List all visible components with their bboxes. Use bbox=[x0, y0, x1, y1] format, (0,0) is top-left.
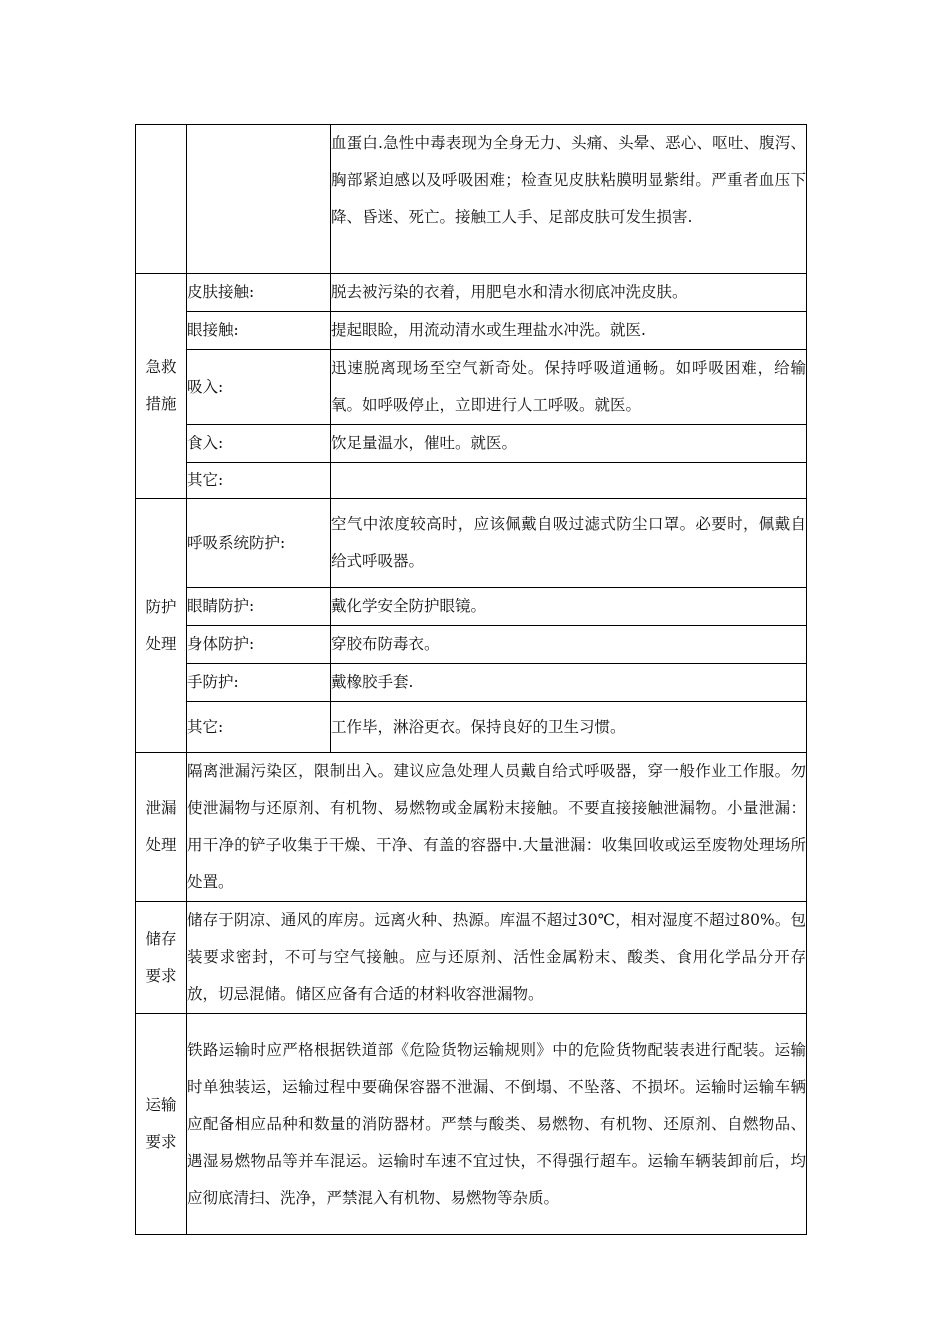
storage-text: 储存于阴凉、通风的库房。远离火种、热源。库温不超过30℃，相对湿度不超过80%。包装要求密封，不可与空气接触。应与还原剂、活性金属粉末、酸类、食用化学品分开存放，切忌混储。储区应备有合适的材料收容泄漏物。 bbox=[187, 902, 807, 1014]
first-aid-row bbox=[136, 425, 807, 463]
protection-label: 眼睛防护: bbox=[187, 588, 331, 626]
toxicity-text: 血蛋白.急性中毒表现为全身无力、头痛、头晕、恶心、呕吐、腹泻、胸部紧迫感以及呼吸困难；检查见皮肤粘膜明显紫绀。严重者血压下降、昏迷、死亡。接触工人手、足部皮肤可发生损害. bbox=[331, 125, 807, 274]
protection-row bbox=[136, 499, 807, 588]
protection-label: 手防护: bbox=[187, 664, 331, 702]
leak-section: 泄漏 处理 bbox=[136, 753, 187, 902]
protection-label: 呼吸系统防护: bbox=[187, 499, 331, 588]
first-aid-text: 脱去被污染的衣着，用肥皂水和清水彻底冲洗皮肤。 bbox=[331, 274, 807, 312]
protection-row bbox=[136, 702, 807, 753]
first-aid-row bbox=[136, 312, 807, 350]
leak-row bbox=[136, 753, 807, 902]
cont-label-cell bbox=[187, 125, 331, 274]
first-aid-label: 食入: bbox=[187, 425, 331, 463]
first-aid-section: 急救 措施 bbox=[136, 274, 187, 499]
transport-section: 运输 要求 bbox=[136, 1014, 187, 1235]
storage-row bbox=[136, 902, 807, 1014]
transport-row bbox=[136, 1014, 807, 1235]
msds-table bbox=[135, 124, 807, 1235]
protection-text: 工作毕，淋浴更衣。保持良好的卫生习惯。 bbox=[331, 702, 807, 753]
first-aid-text: 迅速脱离现场至空气新奇处。保持呼吸道通畅。如呼吸困难，给输氧。如呼吸停止，立即进行人工呼吸。就医。 bbox=[331, 350, 807, 425]
first-aid-row bbox=[136, 350, 807, 425]
storage-section: 储存 要求 bbox=[136, 902, 187, 1014]
first-aid-row bbox=[136, 463, 807, 499]
protection-label: 其它: bbox=[187, 702, 331, 753]
continuation-row bbox=[136, 125, 807, 274]
first-aid-label: 吸入: bbox=[187, 350, 331, 425]
first-aid-label: 其它: bbox=[187, 463, 331, 499]
protection-text: 戴橡胶手套. bbox=[331, 664, 807, 702]
first-aid-label: 眼接触: bbox=[187, 312, 331, 350]
first-aid-text bbox=[331, 463, 807, 499]
first-aid-row bbox=[136, 274, 807, 312]
cont-section-cell bbox=[136, 125, 187, 274]
protection-label: 身体防护: bbox=[187, 626, 331, 664]
protection-row bbox=[136, 664, 807, 702]
first-aid-text: 提起眼睑，用流动清水或生理盐水冲洗。就医. bbox=[331, 312, 807, 350]
first-aid-text: 饮足量温水，催吐。就医。 bbox=[331, 425, 807, 463]
protection-text: 穿胶布防毒衣。 bbox=[331, 626, 807, 664]
leak-text: 隔离泄漏污染区，限制出入。建议应急处理人员戴自给式呼吸器，穿一般作业工作服。勿使泄漏物与还原剂、有机物、易燃物或金属粉末接触。不要直接接触泄漏物。小量泄漏：用干净的铲子收集于干燥、干净、有盖的容器中.大量泄漏：收集回收或运至废物处理场所处置。 bbox=[187, 753, 807, 902]
protection-text: 空气中浓度较高时，应该佩戴自吸过滤式防尘口罩。必要时，佩戴自给式呼吸器。 bbox=[331, 499, 807, 588]
first-aid-label: 皮肤接触: bbox=[187, 274, 331, 312]
protection-row bbox=[136, 626, 807, 664]
protection-section: 防护 处理 bbox=[136, 499, 187, 753]
protection-text: 戴化学安全防护眼镜。 bbox=[331, 588, 807, 626]
transport-text: 铁路运输时应严格根据铁道部《危险货物运输规则》中的危险货物配装表进行配装。运输时单独装运，运输过程中要确保容器不泄漏、不倒塌、不坠落、不损坏。运输时运输车辆应配备相应品种和数量的消防器材。严禁与酸类、易燃物、有机物、还原剂、自燃物品、遇湿易燃物品等并车混运。运输时车速不宜过快，不得强行超车。运输车辆装卸前后，均应彻底清扫、洗净，严禁混入有机物、易燃物等杂质。 bbox=[187, 1014, 807, 1235]
protection-row bbox=[136, 588, 807, 626]
